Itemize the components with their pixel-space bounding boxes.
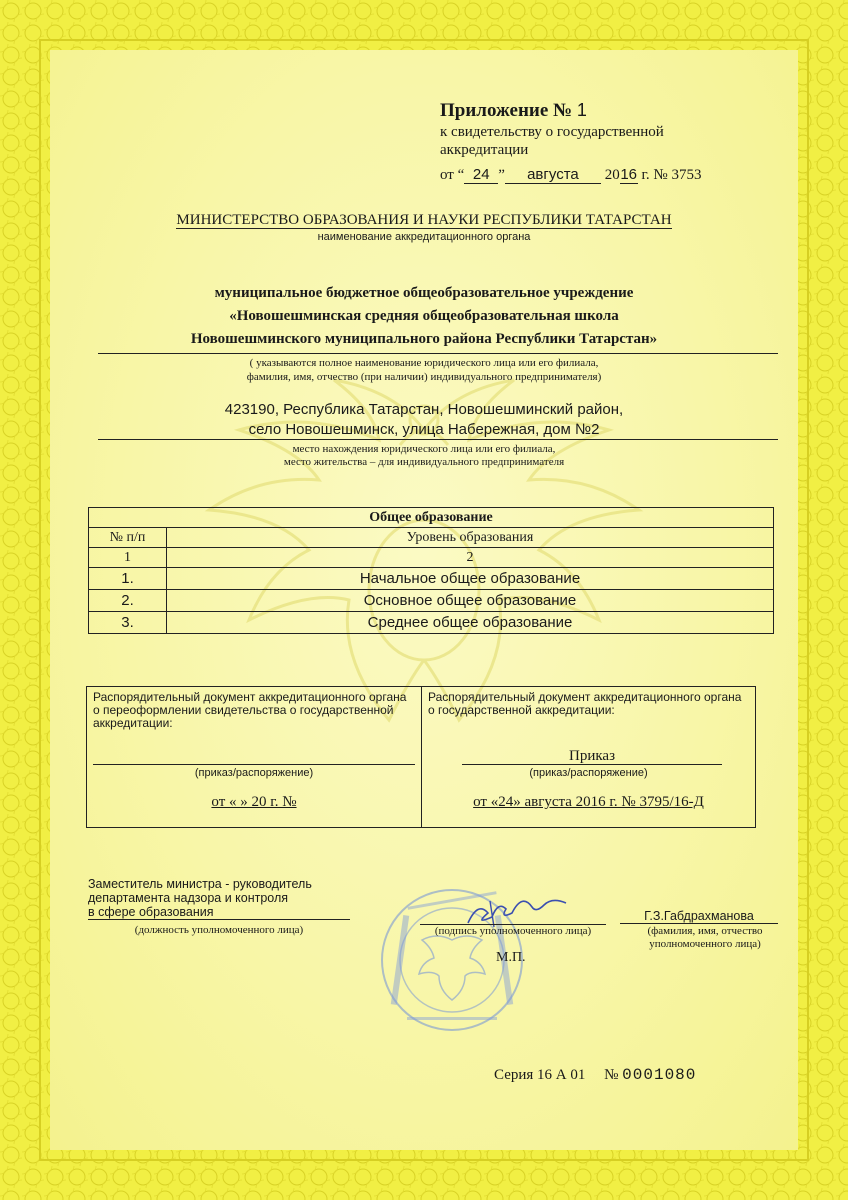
ministry-name: МИНИСТЕРСТВО ОБРАЗОВАНИЯ И НАУКИ РЕСПУБЛИКИ ТАТАРСТАН	[176, 212, 672, 228]
reissue-date: от « » 20 г. №	[211, 794, 297, 810]
organization-caption: ( указываются полное наименование юридического лица или его филиала, фамилия, имя, отчество (при наличии) индивидуального предпринимателя)	[246, 357, 602, 383]
ministry-caption: наименование аккредитационного органа	[317, 231, 531, 243]
official-position: Заместитель министра - руководитель департамента надзора и контроля в сфере образования	[88, 877, 350, 920]
appendix-title: Приложение № 1	[440, 100, 587, 121]
column-header: Уровень образования	[167, 528, 774, 548]
table-row: 1. Начальное общее образование	[89, 568, 774, 590]
appendix-number: 1	[576, 100, 587, 120]
column-index: 1	[89, 548, 167, 568]
seal-place-label: М.П.	[496, 950, 526, 965]
table-title: Общее образование	[89, 508, 774, 528]
address-caption: место нахождения юридического лица или его филиала, место жительства – для индивидуального предпринимателя	[283, 443, 565, 468]
education-table	[88, 507, 774, 634]
appendix-subtitle-2: аккредитации	[440, 142, 529, 158]
name-caption: (фамилия, имя, отчество уполномоченного лица)	[647, 925, 763, 950]
table-row: 3. Среднее общее образование	[89, 612, 774, 634]
appendix-date: от “ 24 ” августа 2016 г. № 3753	[440, 166, 702, 183]
position-caption: (должность уполномоченного лица)	[134, 924, 304, 936]
divider	[98, 439, 778, 440]
divider	[93, 764, 415, 765]
documents-block	[86, 686, 756, 828]
appendix-subtitle-1: к свидетельству о государственной	[440, 124, 664, 140]
column-header: № п/п	[89, 528, 167, 548]
appendix-day: 24	[464, 166, 498, 184]
appendix-month: августа	[505, 166, 601, 184]
series-number: Серия 16 А 01 № 0001080	[494, 1066, 697, 1084]
blank-number: 0001080	[622, 1066, 697, 1084]
appendix-year: 16	[620, 166, 638, 183]
signature-caption: (подпись уполномоченного лица)	[434, 925, 592, 937]
order-type: Приказ	[462, 748, 722, 765]
column-index: 2	[167, 548, 774, 568]
appendix-number-text: г. № 3753	[641, 167, 702, 183]
table-row: 2. Основное общее образование	[89, 590, 774, 612]
official-name: Г.З.Габдрахманова	[620, 909, 778, 924]
reissue-document: Распорядительный документ аккредитационного органа о переоформлении свидетельства о государственной аккредитации: (приказ/распоряжение) от « » 20 г. №	[87, 687, 422, 827]
accreditation-document: Распорядительный документ аккредитационного органа о государственной аккредитации: Приказ (приказ/распоряжение) от «24» августа 2016 г. № 3795/16-Д	[422, 687, 755, 827]
order-date: от «24» августа 2016 г. № 3795/16-Д	[473, 794, 704, 810]
organization-name: муниципальное бюджетное общеобразовательное учреждение «Новошешминская средняя общеобразовательная школа Новошешминского муниципального района Республики Татарстан»	[190, 285, 658, 347]
address: 423190, Республика Татарстан, Новошешминский район, село Новошешминск, улица Набережная, дом №2	[224, 401, 624, 438]
divider	[98, 353, 778, 354]
